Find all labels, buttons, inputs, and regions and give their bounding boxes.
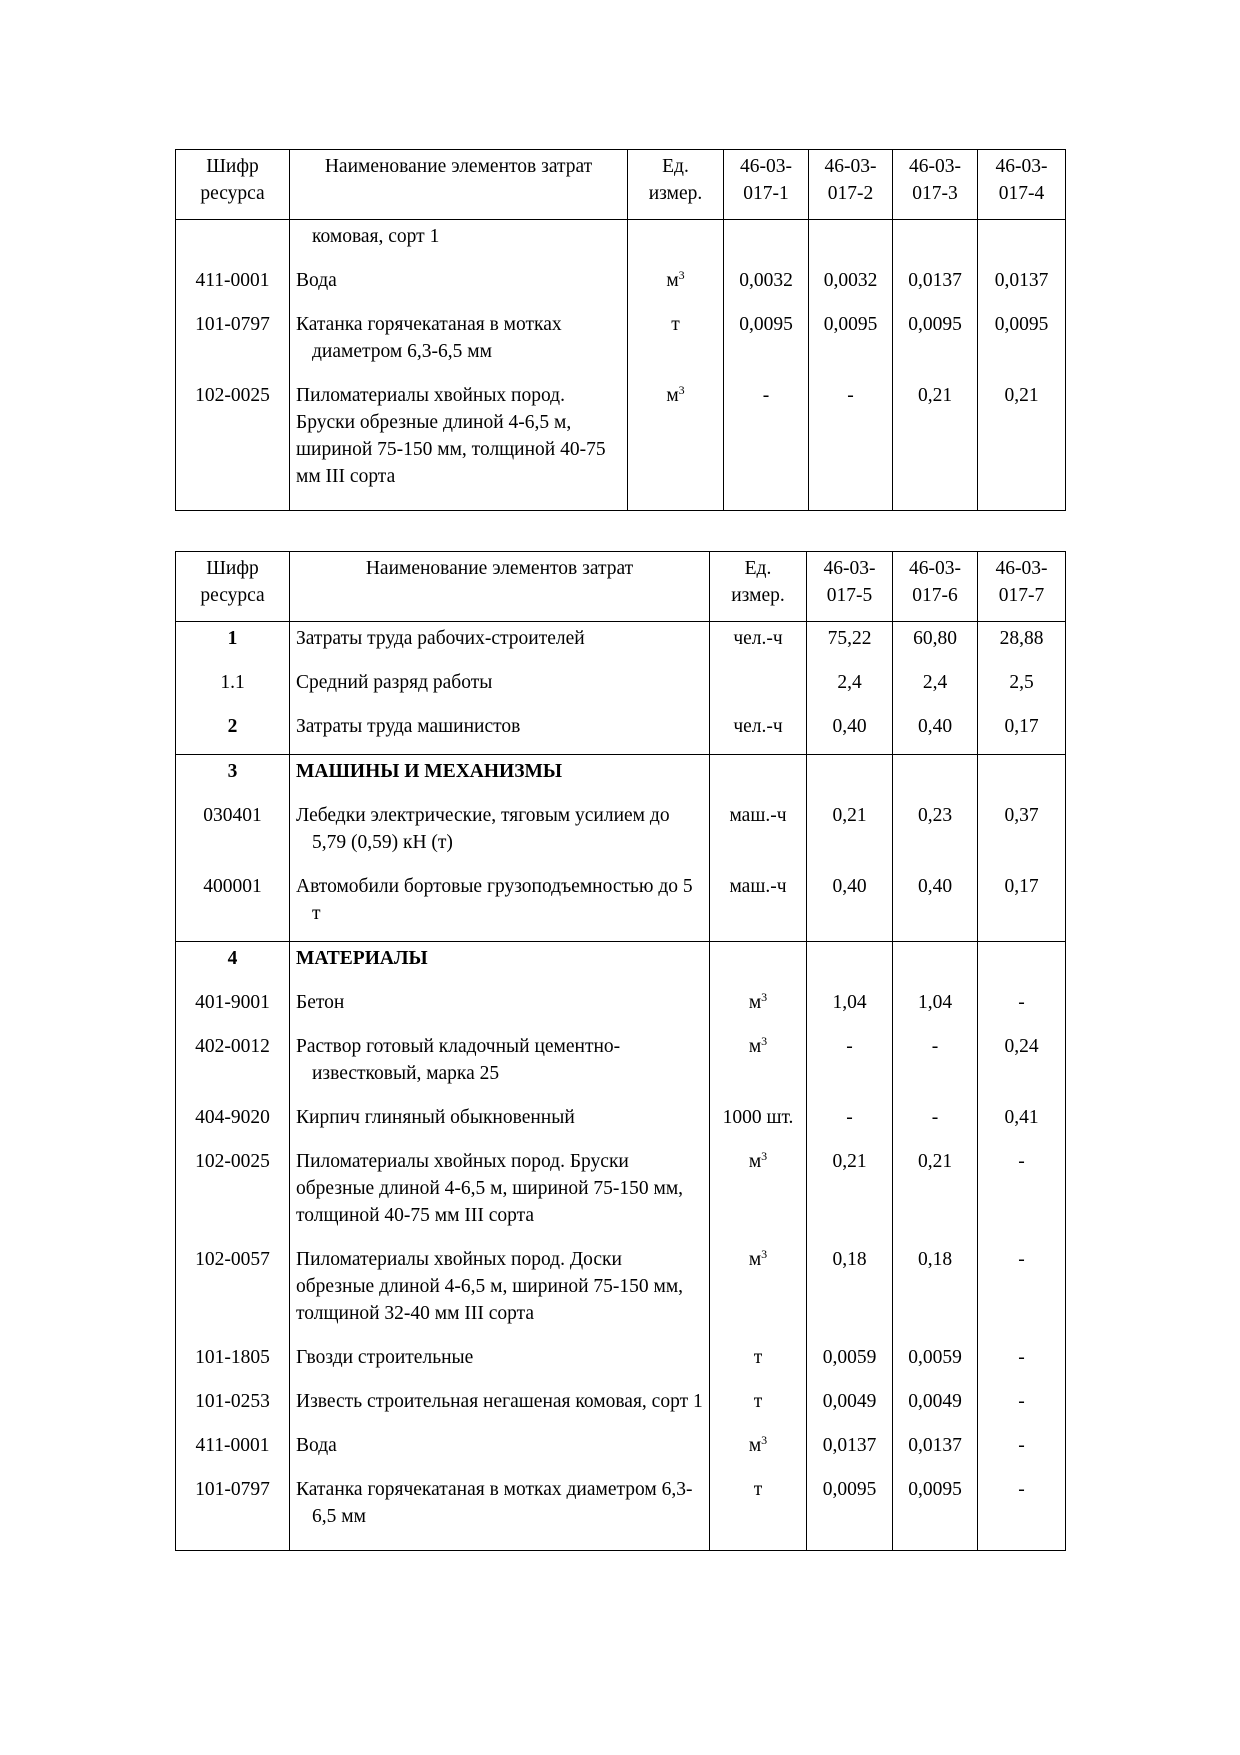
table-row (176, 622, 1066, 667)
unit: т (710, 1341, 807, 1385)
norm-value (893, 942, 978, 987)
cost-element-text: Катанка горячекатаная в мотках диаметром 6,3-6,5 мм (296, 314, 562, 362)
norm-value: 0,40 (807, 870, 893, 942)
norm-value: - (809, 379, 893, 511)
cost-element-text: Автомобили бортовые грузоподъемностью до 5 т (296, 876, 693, 924)
unit (710, 1145, 807, 1243)
norm-value: 0,21 (893, 379, 978, 511)
header-norm-5: 46-03-017-5 (807, 552, 893, 622)
norm-value: 75,22 (807, 622, 893, 667)
unit (710, 755, 807, 800)
cost-element-name: Средний разряд работы (290, 666, 710, 710)
norm-value: - (807, 1101, 893, 1145)
unit: чел.-ч (710, 710, 807, 755)
section-number: 3 (176, 755, 290, 800)
norm-value: 0,21 (807, 799, 893, 870)
table-row (176, 379, 1066, 511)
unit-exponent: 3 (761, 1149, 768, 1163)
cost-element-name: Бетон (290, 986, 710, 1030)
table-row (176, 220, 1066, 265)
norm-value: 0,21 (893, 1145, 978, 1243)
unit (628, 379, 724, 511)
header-resource-code: Шифр ресурса (176, 150, 290, 220)
unit-text: м (748, 1151, 762, 1172)
norm-value: 0,0095 (893, 308, 978, 379)
cost-element-name: Вода (290, 1429, 710, 1473)
unit-exponent: 3 (678, 268, 685, 282)
resource-code: 101-0797 (176, 1473, 290, 1551)
header-unit: Ед. измер. (628, 150, 724, 220)
norm-value: 0,0032 (724, 264, 809, 308)
norm-value: 0,17 (978, 870, 1066, 942)
header-norm-4: 46-03-017-4 (978, 150, 1066, 220)
norm-value: 0,37 (978, 799, 1066, 870)
table-row (176, 710, 1066, 755)
section-row-materials (176, 942, 1066, 987)
norm-value (978, 755, 1066, 800)
unit-text: м (666, 385, 679, 406)
cost-element-text: Вода (296, 270, 337, 291)
unit: т (710, 1385, 807, 1429)
table-row (176, 799, 1066, 870)
unit (628, 220, 724, 265)
norm-value: 0,24 (978, 1030, 1066, 1101)
unit: 1000 шт. (710, 1101, 807, 1145)
unit-text: м (748, 1435, 762, 1456)
cost-element-name (290, 1385, 710, 1429)
header-cost-element-name: Наименование элементов затрат (290, 150, 628, 220)
norm-value: 0,40 (807, 710, 893, 755)
unit (710, 1243, 807, 1341)
header-norm-6: 46-03-017-6 (893, 552, 978, 622)
norm-value: 0,17 (978, 710, 1066, 755)
norm-value (978, 942, 1066, 987)
norm-value (724, 220, 809, 265)
norm-value: 0,41 (978, 1101, 1066, 1145)
cost-element-name: Затраты труда рабочих-строителей (290, 622, 710, 667)
norm-value: - (893, 1101, 978, 1145)
cost-element-name: Затраты труда машинистов (290, 710, 710, 755)
norm-value (893, 220, 978, 265)
cost-element-name: Пиломатериалы хвойных пород. Бруски обрезные длиной 4-6,5 м, шириной 75-150 мм, толщиной 40-75 мм III сорта (290, 1145, 710, 1243)
cost-element-name (290, 264, 628, 308)
norm-value: 0,0095 (893, 1473, 978, 1551)
norm-value: 2,4 (807, 666, 893, 710)
section-number: 1 (176, 622, 290, 667)
resource-table-1 (175, 149, 1066, 511)
resource-code (176, 220, 290, 265)
norm-value (809, 220, 893, 265)
cost-element-name (290, 308, 628, 379)
table-row (176, 986, 1066, 1030)
header-resource-code: Шифр ресурса (176, 552, 290, 622)
cost-element-name: Пиломатериалы хвойных пород. Бруски обрезные длиной 4-6,5 м, шириной 75-150 мм, толщиной 40-75 мм III сорта (290, 379, 628, 511)
norm-value: - (978, 1473, 1066, 1551)
table-row (176, 1341, 1066, 1385)
unit-text: м (748, 992, 762, 1013)
table-row (176, 1385, 1066, 1429)
table-row (176, 666, 1066, 710)
resource-code: 030401 (176, 799, 290, 870)
section-title: МАТЕРИАЛЫ (290, 942, 710, 987)
table-row (176, 1145, 1066, 1243)
norm-value: - (724, 379, 809, 511)
unit (710, 942, 807, 987)
unit-text: м (748, 1249, 762, 1270)
norm-value: 0,0095 (978, 308, 1066, 379)
norm-value: 0,40 (893, 870, 978, 942)
table-row (176, 870, 1066, 942)
norm-value: 1,04 (893, 986, 978, 1030)
cost-element-text: Раствор готовый кладочный цементно-известковый, марка 25 (296, 1036, 621, 1084)
unit: маш.-ч (710, 799, 807, 870)
table-row (176, 1101, 1066, 1145)
cost-element-text: комовая, сорт 1 (312, 226, 440, 247)
unit-exponent: 3 (761, 1247, 768, 1261)
norm-value: - (978, 1341, 1066, 1385)
resource-code: 101-1805 (176, 1341, 290, 1385)
table-row (176, 264, 1066, 308)
cost-element-name (290, 1473, 710, 1551)
cost-element-name: Пиломатериалы хвойных пород. Доски обрезные длиной 4-6,5 м, шириной 75-150 мм, толщиной 32-40 мм III сорта (290, 1243, 710, 1341)
norm-value (893, 755, 978, 800)
section-row-machines (176, 755, 1066, 800)
norm-value: 0,0095 (809, 308, 893, 379)
unit-text: м (666, 270, 679, 291)
resource-code: 102-0025 (176, 379, 290, 511)
unit (710, 1429, 807, 1473)
unit-exponent: 3 (761, 1433, 768, 1447)
unit (710, 986, 807, 1030)
norm-value: 0,23 (893, 799, 978, 870)
unit-exponent: 3 (761, 1034, 768, 1048)
norm-value: 0,0059 (893, 1341, 978, 1385)
norm-value: 0,21 (807, 1145, 893, 1243)
norm-value: - (978, 986, 1066, 1030)
norm-value: 1,04 (807, 986, 893, 1030)
unit (710, 666, 807, 710)
norm-value: 0,40 (893, 710, 978, 755)
norm-value: 0,0095 (807, 1473, 893, 1551)
header-cost-element-name: Наименование элементов затрат (290, 552, 710, 622)
unit: маш.-ч (710, 870, 807, 942)
section-title: МАШИНЫ И МЕХАНИЗМЫ (290, 755, 710, 800)
norm-value (807, 942, 893, 987)
norm-value: - (893, 1030, 978, 1101)
unit: чел.-ч (710, 622, 807, 667)
cost-element-name: Гвозди строительные (290, 1341, 710, 1385)
norm-value: - (978, 1145, 1066, 1243)
norm-value (807, 755, 893, 800)
norm-value: 0,0095 (724, 308, 809, 379)
table-row (176, 1243, 1066, 1341)
unit-exponent: 3 (761, 990, 768, 1004)
resource-code: 402-0012 (176, 1030, 290, 1101)
resource-code: 411-0001 (176, 264, 290, 308)
unit: т (710, 1473, 807, 1551)
norm-value: - (978, 1385, 1066, 1429)
unit-text: м (748, 1036, 762, 1057)
norm-value: 0,0137 (893, 264, 978, 308)
norm-value: 0,18 (893, 1243, 978, 1341)
norm-value (978, 220, 1066, 265)
cost-element-text: Катанка горячекатаная в мотках диаметром 6,3-6,5 мм (296, 1479, 693, 1527)
norm-value: 2,4 (893, 666, 978, 710)
resource-code: 404-9020 (176, 1101, 290, 1145)
norm-value: 28,88 (978, 622, 1066, 667)
norm-value: 2,5 (978, 666, 1066, 710)
norm-value: 0,0032 (809, 264, 893, 308)
unit (628, 264, 724, 308)
header-unit: Ед. измер. (710, 552, 807, 622)
unit-exponent: 3 (678, 383, 685, 397)
norm-value: 0,0059 (807, 1341, 893, 1385)
unit: т (628, 308, 724, 379)
unit (710, 1030, 807, 1101)
norm-value: 0,0137 (978, 264, 1066, 308)
header-norm-1: 46-03-017-1 (724, 150, 809, 220)
norm-value: 0,0049 (893, 1385, 978, 1429)
norm-value: - (978, 1429, 1066, 1473)
section-number: 2 (176, 710, 290, 755)
norm-value: 60,80 (893, 622, 978, 667)
norm-value: 0,0137 (807, 1429, 893, 1473)
norm-value: 0,0049 (807, 1385, 893, 1429)
table-header-row (176, 150, 1066, 220)
norm-value: 0,0137 (893, 1429, 978, 1473)
header-norm-3: 46-03-017-3 (893, 150, 978, 220)
table-row (176, 308, 1066, 379)
norm-value: - (978, 1243, 1066, 1341)
resource-code: 401-9001 (176, 986, 290, 1030)
section-number: 4 (176, 942, 290, 987)
resource-code: 411-0001 (176, 1429, 290, 1473)
cost-element-name: Кирпич глиняный обыкновенный (290, 1101, 710, 1145)
cost-element-name (290, 799, 710, 870)
cost-element-text: Лебедки электрические, тяговым усилием до 5,79 (0,59) кН (т) (296, 805, 670, 853)
header-norm-2: 46-03-017-2 (809, 150, 893, 220)
norm-value: 0,18 (807, 1243, 893, 1341)
table-header-row (176, 552, 1066, 622)
table-row (176, 1473, 1066, 1551)
resource-code: 400001 (176, 870, 290, 942)
table-row (176, 1030, 1066, 1101)
resource-code: 102-0057 (176, 1243, 290, 1341)
resource-code: 102-0025 (176, 1145, 290, 1243)
cost-element-name (290, 870, 710, 942)
resource-code: 101-0253 (176, 1385, 290, 1429)
norm-value: 0,21 (978, 379, 1066, 511)
resource-code: 101-0797 (176, 308, 290, 379)
header-norm-7: 46-03-017-7 (978, 552, 1066, 622)
resource-table-2 (175, 551, 1066, 1551)
cost-element-text: Известь строительная негашеная комовая, сорт 1 (296, 1391, 703, 1412)
section-number: 1.1 (176, 666, 290, 710)
cost-element-name (290, 1030, 710, 1101)
cost-element-name (290, 220, 628, 265)
norm-value: - (807, 1030, 893, 1101)
table-row (176, 1429, 1066, 1473)
